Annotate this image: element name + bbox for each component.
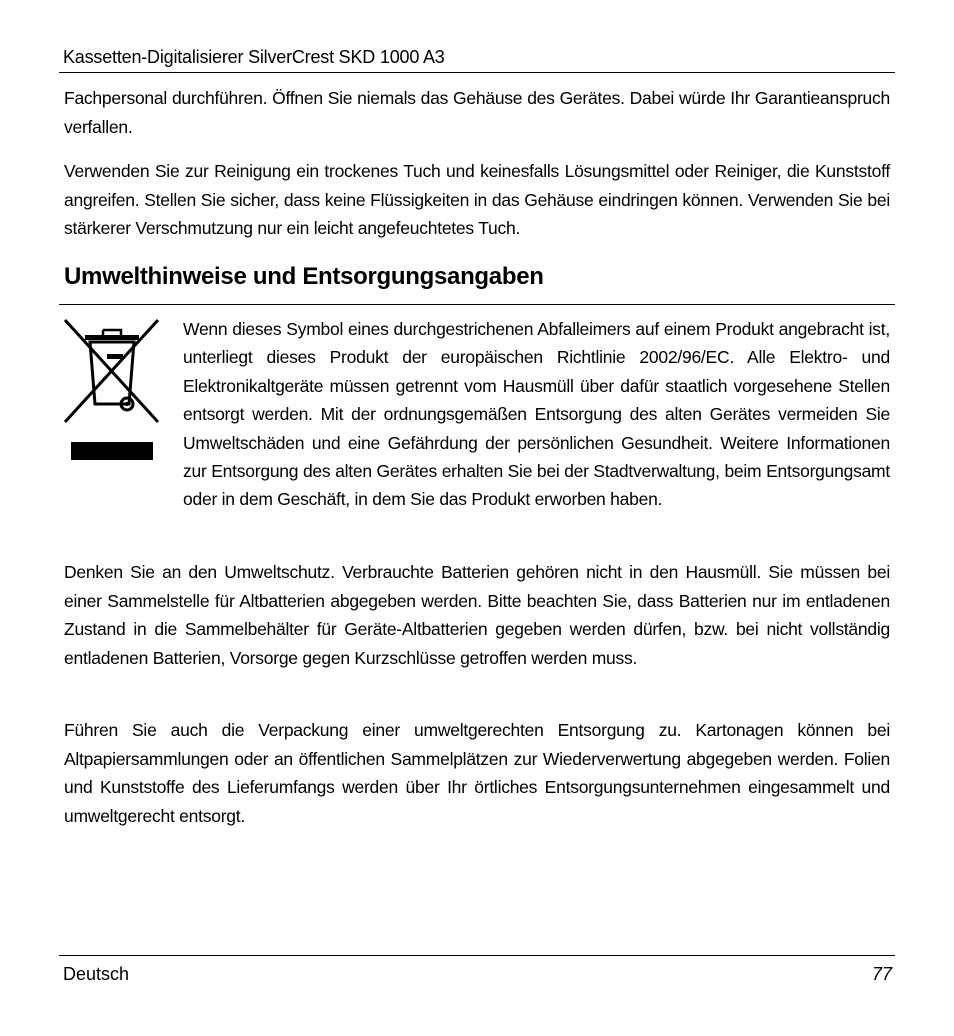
section-heading: Umwelthinweise und Entsorgungsangaben: [64, 263, 544, 290]
paragraph-packaging: Führen Sie auch die Verpackung einer umweltgerechten Entsorgung zu. Kartonagen können bei Altpapiersammlungen oder an öffentlichen Sammelplätzen zur Wiederverwertung abgegeben werden. Folien und Kunststoffe des Lieferumfangs werden über Ihr örtliches Entsorgungsunternehmen eingesammelt und umweltgerecht entsorgt.: [64, 720, 890, 826]
page-number: 77: [871, 964, 892, 984]
paragraph-cleaning: Verwenden Sie zur Reinigung ein trockenes Tuch und keinesfalls Lösungsmittel oder Reiniger, die Kunststoff angreifen. Stellen Sie sicher, dass keine Flüssigkeiten in das Gehäuse eindringen können. Verwenden Sie bei stärkerer Verschmutzung nur ein leicht angefeuchtetes Tuch.: [64, 161, 890, 239]
crossed-out-wheelie-bin-icon: [63, 318, 161, 463]
footer-rule: [59, 955, 895, 956]
weee-explanation-text: Wenn dieses Symbol eines durchgestrichenen Abfalleimers auf einem Produkt angebracht ist, unterliegt dieses Produkt der europäischen Richtlinie 2002/96/EC. Alle Elektro- und Elektronikaltgeräte müssen getrennt vom Hausmüll über dafür staatlich vorgesehene Stellen entsorgt werden. Mit der ordnungsgemäßen Entsorgung des alten Gerätes vermeiden Sie Umweltschäden und eine Gefährdung der persönlichen Gesundheit. Weitere Informationen zur Entsorgung des alten Gerätes erhalten Sie bei der Stadtverwaltung, beim Entsorgungsamt oder in dem Geschäft, in dem Sie das Produkt erworben haben.: [183, 319, 890, 510]
paragraph-maintenance-continued: Fachpersonal durchführen. Öffnen Sie niemals das Gehäuse des Gerätes. Dabei würde Ihr Garantieanspruch verfallen.: [64, 88, 890, 137]
section-rule: [59, 304, 895, 305]
header-rule: [59, 72, 895, 73]
paragraph-batteries: Denken Sie an den Umweltschutz. Verbrauchte Batterien gehören nicht in den Hausmüll. Sie müssen bei einer Sammelstelle für Altbatterien abgegeben werden. Bitte beachten Sie, dass Batterien nur im entladenen Zustand in die Sammelbehälter für Geräte-Altbatterien gegeben werden dürfen, bzw. bei nicht vollständig entladenen Batterien, Vorsorge gegen Kurzschlüsse getroffen werden muss.: [64, 562, 890, 668]
running-header: Kassetten-Digitalisierer SilverCrest SKD 1000 A3: [63, 47, 445, 67]
footer-language: Deutsch: [63, 964, 130, 984]
